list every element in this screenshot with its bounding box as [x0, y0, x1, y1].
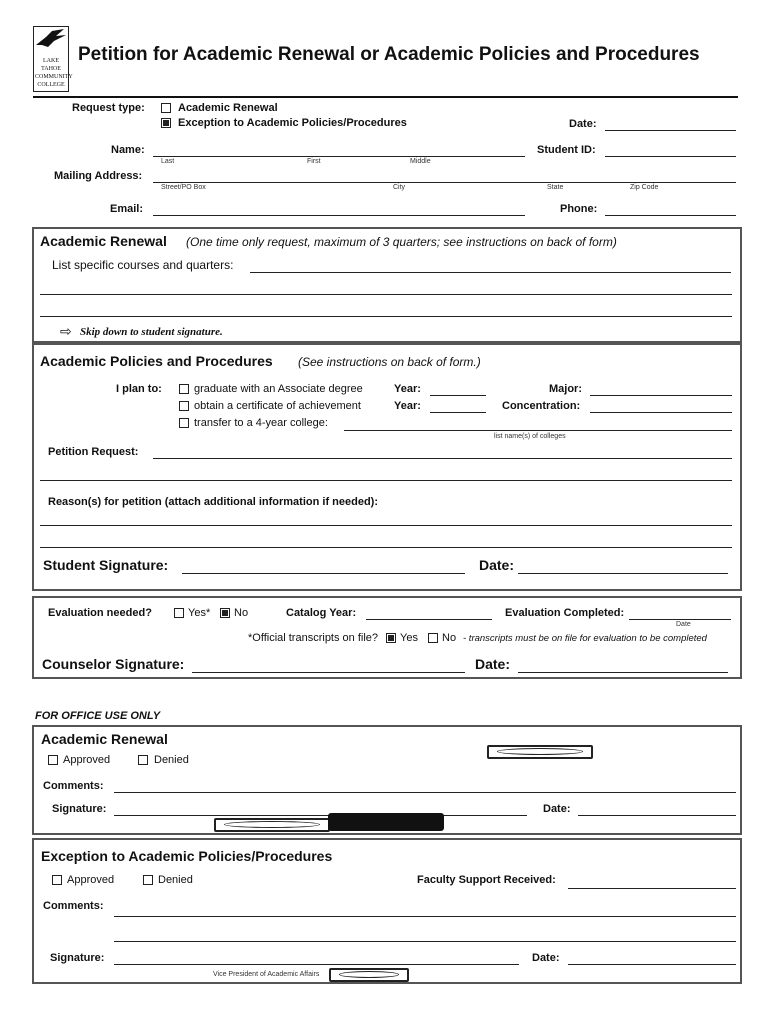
office-renewal-signature-label: Signature:: [52, 803, 107, 815]
colleges-field[interactable]: [344, 430, 732, 431]
office-exception-signature-field[interactable]: [114, 964, 519, 965]
counselor-date-label: Date:: [475, 656, 511, 672]
reason-field-2[interactable]: [40, 547, 732, 548]
office-exception-signature-label: Signature:: [50, 952, 105, 964]
office-renewal-denied-label: Denied: [154, 754, 189, 766]
reason-label: Reason(s) for petition (attach additional information if needed):: [48, 496, 379, 508]
transcripts-yes-checkbox[interactable]: [386, 633, 396, 643]
academic-renewal-section: [32, 227, 742, 343]
logo-text: LAKE TAHOE COMMUNITY COLLEGE: [35, 58, 73, 88]
office-exception-comments-field-2[interactable]: [114, 941, 736, 942]
student-date-field[interactable]: [518, 573, 728, 574]
major-field[interactable]: [590, 395, 732, 396]
eval-completed-label: Evaluation Completed:: [505, 607, 625, 619]
last-sub: Last: [161, 158, 175, 165]
transcripts-yes-label: Yes: [400, 632, 418, 644]
certificate-label: obtain a certificate of achievement: [194, 400, 361, 412]
eval-date-sub: Date: [676, 621, 691, 628]
skip-arrow-icon: ⇨: [60, 323, 72, 339]
policies-note: (See instructions on back of form.): [298, 355, 481, 369]
student-id-field[interactable]: [605, 156, 736, 157]
plan-label: I plan to:: [116, 383, 162, 395]
office-exception-approved-label: Approved: [67, 874, 115, 886]
stamp-mark-3: [328, 813, 444, 831]
office-renewal-date-field[interactable]: [578, 815, 736, 816]
academic-policies-section: [32, 343, 742, 591]
graduate-checkbox[interactable]: [179, 384, 189, 394]
phone-field[interactable]: [605, 215, 736, 216]
street-sub: Street/PO Box: [161, 184, 206, 191]
name-label: Name:: [111, 144, 145, 156]
page-title: Petition for Academic Renewal or Academic Policies and Procedures: [78, 44, 700, 65]
stamp-mark-1: [487, 745, 593, 759]
office-exception-date-field[interactable]: [568, 964, 736, 965]
office-renewal-denied-checkbox[interactable]: [138, 755, 148, 765]
eagle-logo-icon: [34, 27, 68, 55]
office-exception-date-label: Date:: [532, 952, 560, 964]
office-renewal-comments-field[interactable]: [114, 792, 736, 793]
transcripts-note: - transcripts must be on file for evaluation to be completed: [463, 633, 707, 644]
mailing-label: Mailing Address:: [54, 170, 143, 182]
counselor-signature-label: Counselor Signature:: [42, 656, 185, 672]
office-renewal-signature-field[interactable]: [114, 815, 527, 816]
eval-no-label: No: [234, 607, 249, 619]
counselor-date-field[interactable]: [518, 672, 728, 673]
office-renewal-comments-label: Comments:: [43, 780, 104, 792]
concentration-label: Concentration:: [502, 400, 581, 412]
office-renewal-approved-label: Approved: [63, 754, 111, 766]
mailing-field[interactable]: [153, 182, 736, 183]
catalog-year-field[interactable]: [366, 619, 492, 620]
first-sub: First: [307, 158, 321, 165]
request-type-label: Request type:: [72, 102, 145, 114]
courses-field-3[interactable]: [40, 316, 732, 317]
transfer-checkbox[interactable]: [179, 418, 189, 428]
office-exception-denied-label: Denied: [158, 874, 193, 886]
student-signature-label: Student Signature:: [43, 557, 169, 573]
middle-sub: Middle: [410, 158, 431, 165]
graduate-label: graduate with an Associate degree: [194, 383, 363, 395]
renewal-heading-text: Academic Renewal: [40, 233, 167, 249]
date-field[interactable]: [605, 130, 736, 131]
courses-field-2[interactable]: [40, 294, 732, 295]
email-label: Email:: [110, 203, 144, 215]
colleges-sub: list name(s) of colleges: [494, 433, 566, 440]
faculty-support-field[interactable]: [568, 888, 736, 889]
transcripts-label: *Official transcripts on file?: [248, 632, 379, 644]
renewal-note: (One time only request, maximum of 3 quarters; see instructions on back of form): [186, 235, 617, 249]
office-exception-comments-field-1[interactable]: [114, 916, 736, 917]
eval-completed-field[interactable]: [629, 619, 731, 620]
office-use-label: FOR OFFICE USE ONLY: [35, 710, 161, 722]
office-exception-denied-checkbox[interactable]: [143, 875, 153, 885]
eval-needed-label: Evaluation needed?: [48, 607, 152, 619]
concentration-field[interactable]: [590, 412, 732, 413]
renewal-heading: [40, 233, 167, 249]
transfer-label: transfer to a 4-year college:: [194, 417, 328, 429]
office-renewal-date-label: Date:: [543, 803, 571, 815]
transcripts-no-checkbox[interactable]: [428, 633, 438, 643]
grad-year-field[interactable]: [430, 395, 486, 396]
courses-label: List specific courses and quarters:: [52, 258, 234, 272]
renewal-checkbox[interactable]: [161, 103, 171, 113]
office-exception-comments-label: Comments:: [43, 900, 104, 912]
grad-year-label: Year:: [394, 383, 421, 395]
city-sub: City: [393, 184, 406, 191]
office-renewal-approved-checkbox[interactable]: [48, 755, 58, 765]
exception-checkbox[interactable]: [161, 118, 171, 128]
exception-option-label: Exception to Academic Policies/Procedures: [178, 117, 407, 129]
name-field[interactable]: [153, 156, 525, 157]
state-sub: State: [547, 184, 564, 191]
eval-no-checkbox[interactable]: [220, 608, 230, 618]
date-label: Date:: [569, 118, 597, 130]
policies-heading: Academic Policies and Procedures: [40, 353, 273, 369]
stamp-mark-2: [214, 818, 330, 832]
transcripts-no-label: No: [442, 632, 457, 644]
title-rule: [33, 96, 738, 98]
zip-sub: Zip Code: [630, 184, 659, 191]
counselor-signature-field[interactable]: [192, 672, 465, 673]
office-renewal-heading: Academic Renewal: [41, 731, 168, 747]
student-signature-field[interactable]: [182, 573, 465, 574]
eval-yes-checkbox[interactable]: [174, 608, 184, 618]
office-exception-heading: Exception to Academic Policies/Procedures: [41, 848, 333, 864]
phone-label: Phone:: [560, 203, 598, 215]
catalog-year-label: Catalog Year:: [286, 607, 357, 619]
major-label: Major:: [549, 383, 582, 395]
petition-request-field-2[interactable]: [40, 480, 732, 481]
faculty-support-label: Faculty Support Received:: [417, 874, 556, 886]
vp-sub: Vice President of Academic Affairs: [213, 971, 320, 978]
skip-note: Skip down to student signature.: [80, 326, 223, 338]
renewal-option-label: Academic Renewal: [178, 102, 278, 114]
office-exception-approved-checkbox[interactable]: [52, 875, 62, 885]
petition-request-label: Petition Request:: [48, 446, 139, 458]
email-field[interactable]: [153, 215, 525, 216]
student-date-label: Date:: [479, 557, 515, 573]
student-id-label: Student ID:: [537, 144, 596, 156]
cert-year-label: Year:: [394, 400, 421, 412]
office-exception-section: [32, 838, 742, 984]
petition-request-field-1[interactable]: [153, 458, 732, 459]
eval-yes-label: Yes*: [188, 607, 211, 619]
stamp-mark-4: [329, 968, 409, 982]
reason-field-1[interactable]: [40, 525, 732, 526]
office-renewal-section: [32, 725, 742, 835]
college-logo: [33, 26, 73, 92]
courses-field-1[interactable]: [250, 272, 731, 273]
evaluation-section: [32, 596, 742, 679]
certificate-checkbox[interactable]: [179, 401, 189, 411]
cert-year-field[interactable]: [430, 412, 486, 413]
